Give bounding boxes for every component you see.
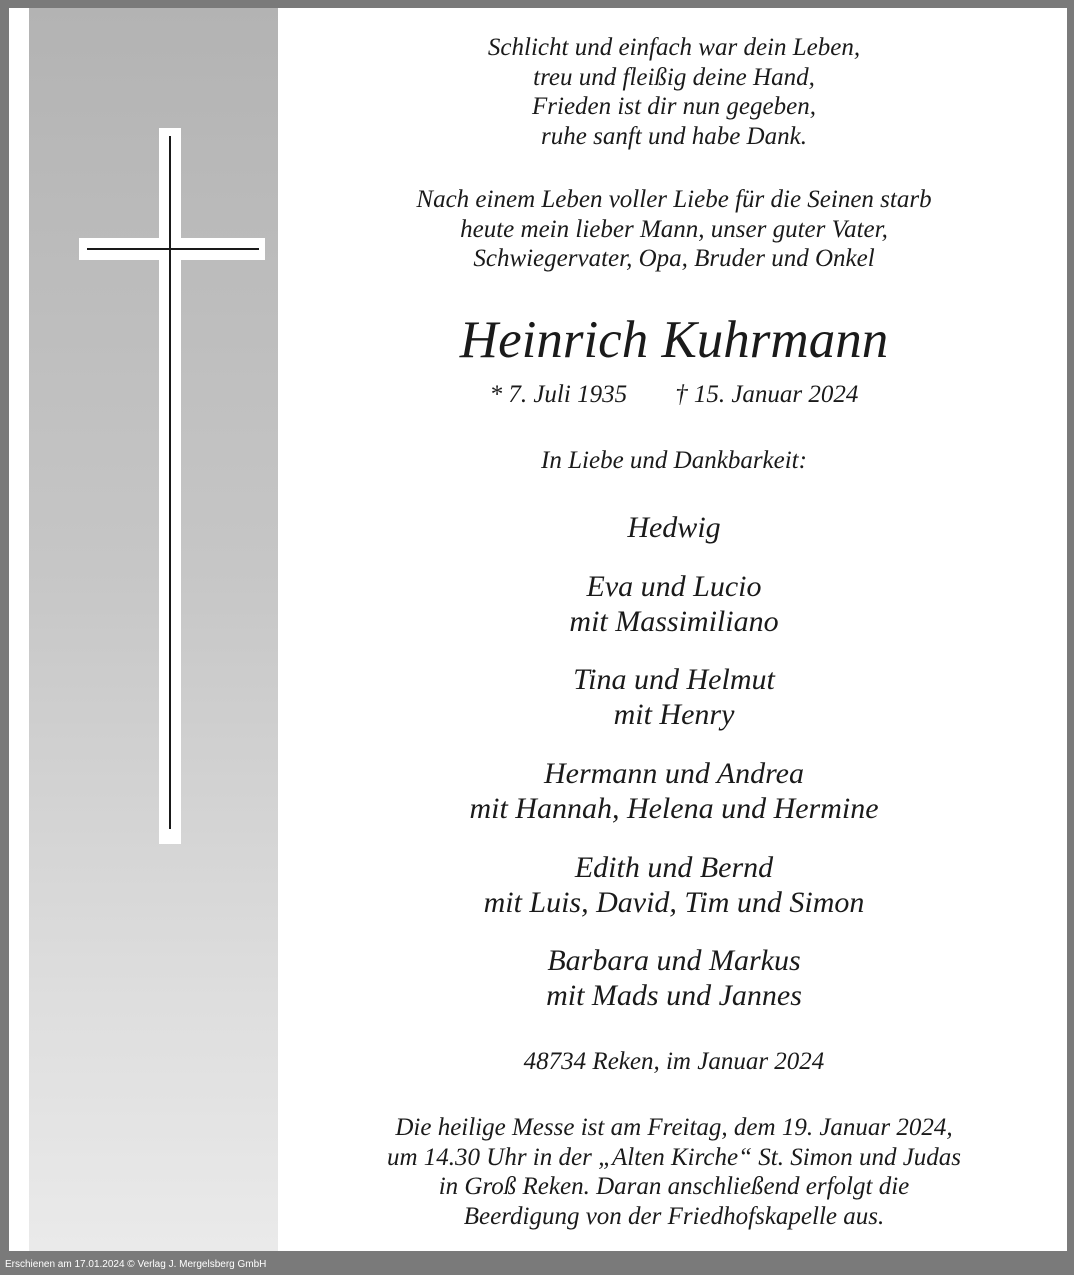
mourner-group <box>281 569 1067 639</box>
poem <box>281 33 1067 151</box>
intro-text <box>281 185 1067 274</box>
death-date: † 15. Januar 2024 <box>675 381 859 408</box>
mourner-line: mit Hannah, Helena und Hermine <box>469 792 879 825</box>
cross-icon-line-horizontal <box>87 248 259 250</box>
gradient-side-panel <box>29 8 278 1251</box>
dedication: In Liebe und Dankbarkeit: <box>541 447 807 474</box>
mourner-line: mit Massimiliano <box>569 605 779 638</box>
mourner-line: Barbara und Markus <box>547 944 801 977</box>
mourner-group <box>281 943 1067 1013</box>
birth-date: * 7. Juli 1935 <box>489 381 628 408</box>
mourner-group <box>281 756 1067 826</box>
service-line: Beerdigung von der Friedhofskapelle aus. <box>463 1202 885 1230</box>
service-info <box>281 1113 1067 1231</box>
cross-icon-line-vertical <box>169 136 171 829</box>
mourner-line: mit Mads und Jannes <box>546 979 802 1012</box>
mourner-line: Hermann und Andrea <box>544 757 804 790</box>
life-dates <box>281 380 1067 410</box>
poem-line: treu und fleißig deine Hand, <box>533 63 815 91</box>
mourner-line: mit Henry <box>613 698 735 731</box>
mourner-line: Hedwig <box>627 511 721 544</box>
mourner-group <box>281 850 1067 920</box>
mourner-line: mit Luis, David, Tim und Simon <box>483 886 865 919</box>
mourner-group <box>281 662 1067 732</box>
mourner-line: Edith und Bernd <box>574 851 774 884</box>
place-date: 48734 Reken, im Januar 2024 <box>523 1048 825 1075</box>
mourner-line: Eva und Lucio <box>586 570 762 603</box>
service-line: um 14.30 Uhr in der „Alten Kirche“ St. Simon und Judas <box>386 1143 962 1171</box>
publication-footer: Erschienen am 17.01.2024 © Verlag J. Mergelsberg GmbH <box>5 1259 267 1270</box>
mourner-group <box>281 510 1067 545</box>
obituary-card <box>9 8 1067 1251</box>
service-line: Die heilige Messe ist am Freitag, dem 19. Januar 2024, <box>395 1114 953 1141</box>
poem-line: Schlicht und einfach war dein Leben, <box>487 34 861 61</box>
poem-line: Frieden ist dir nun gegeben, <box>532 93 816 120</box>
service-line: in Groß Reken. Daran anschließend erfolgt die <box>438 1173 910 1200</box>
intro-line: heute mein lieber Mann, unser guter Vater, <box>460 215 888 243</box>
intro-line: Nach einem Leben voller Liebe für die Seinen starb <box>416 186 932 213</box>
mourner-line: Tina und Helmut <box>573 663 775 696</box>
deceased-name: Heinrich Kuhrmann <box>459 311 889 369</box>
poem-line: ruhe sanft und habe Dank. <box>541 122 807 150</box>
intro-line: Schwiegervater, Opa, Bruder und Onkel <box>473 245 875 272</box>
